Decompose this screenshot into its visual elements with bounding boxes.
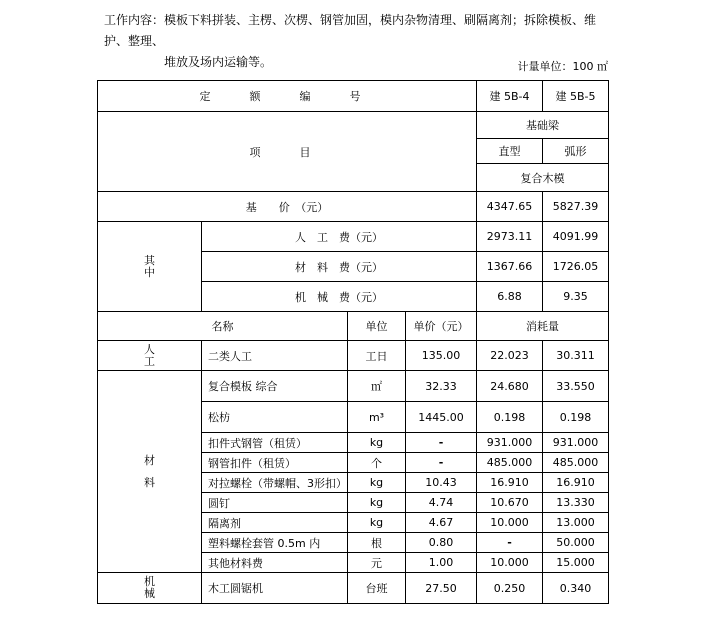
subtype-1: 直型 — [477, 139, 543, 164]
quota-code-label: 定 额 编 号 — [98, 81, 477, 112]
resource-unit: ㎡ — [348, 371, 406, 402]
labor-group-label: 人工 — [98, 341, 202, 371]
resource-price: 32.33 — [406, 371, 477, 402]
resource-name: 木工圆锯机 — [202, 573, 348, 604]
resource-name: 松枋 — [202, 402, 348, 433]
resource-price: - — [406, 433, 477, 453]
among-value: 1726.05 — [543, 252, 609, 282]
resource-price: 4.74 — [406, 493, 477, 513]
quota-code-2: 建 5B-5 — [543, 81, 609, 112]
resource-name: 二类人工 — [202, 341, 348, 371]
subtype-2: 弧形 — [543, 139, 609, 164]
resource-consumption-1: 10.000 — [477, 553, 543, 573]
resource-unit: 台班 — [348, 573, 406, 604]
resource-consumption-2: 16.910 — [543, 473, 609, 493]
resource-name: 对拉螺栓（带螺帽、3形扣） — [202, 473, 348, 493]
col-header-unit: 单位 — [348, 312, 406, 341]
among-label: 机 械 费（元） — [202, 282, 477, 312]
machine-group-label: 机械 — [98, 573, 202, 604]
among-label: 人 工 费（元） — [202, 222, 477, 252]
resource-consumption-1: - — [477, 533, 543, 553]
resource-price: 4.67 — [406, 513, 477, 533]
resource-name: 扣件式钢管（租赁） — [202, 433, 348, 453]
resource-name: 复合模板 综合 — [202, 371, 348, 402]
resource-unit: m³ — [348, 402, 406, 433]
resource-consumption-2: 15.000 — [543, 553, 609, 573]
resource-consumption-2: 13.000 — [543, 513, 609, 533]
among-value: 6.88 — [477, 282, 543, 312]
among-group-label: 其中 — [98, 222, 202, 312]
resource-name: 塑料螺栓套管 0.5m 内 — [202, 533, 348, 553]
resource-unit: 元 — [348, 553, 406, 573]
among-value: 9.35 — [543, 282, 609, 312]
resource-price: - — [406, 453, 477, 473]
resource-consumption-1: 10.000 — [477, 513, 543, 533]
resource-price: 1.00 — [406, 553, 477, 573]
resource-consumption-2: 50.000 — [543, 533, 609, 553]
base-price-2: 5827.39 — [543, 192, 609, 222]
work-content-line-2: 堆放及场内运输等。 — [164, 55, 273, 69]
among-value: 1367.66 — [477, 252, 543, 282]
base-price-label: 基 价 （元） — [98, 192, 477, 222]
resource-consumption-2: 13.330 — [543, 493, 609, 513]
resource-consumption-1: 931.000 — [477, 433, 543, 453]
resource-name: 隔离剂 — [202, 513, 348, 533]
quota-table — [97, 80, 609, 604]
col-header-price: 单价（元） — [406, 312, 477, 341]
resource-consumption-2: 33.550 — [543, 371, 609, 402]
resource-consumption-1: 0.250 — [477, 573, 543, 604]
base-price-1: 4347.65 — [477, 192, 543, 222]
measurement-unit: 计量单位：100 ㎡ — [517, 60, 608, 73]
among-label: 材 料 费（元） — [202, 252, 477, 282]
material-group-label: 材 料 — [98, 371, 202, 573]
resource-unit: 根 — [348, 533, 406, 553]
resource-price: 135.00 — [406, 341, 477, 371]
resource-consumption-1: 485.000 — [477, 453, 543, 473]
resource-consumption-2: 931.000 — [543, 433, 609, 453]
resource-price: 0.80 — [406, 533, 477, 553]
resource-price: 1445.00 — [406, 402, 477, 433]
item-label: 项 目 — [98, 112, 477, 192]
resource-consumption-1: 16.910 — [477, 473, 543, 493]
resource-unit: kg — [348, 473, 406, 493]
resource-unit: 个 — [348, 453, 406, 473]
resource-consumption-2: 30.311 — [543, 341, 609, 371]
resource-consumption-1: 22.023 — [477, 341, 543, 371]
resource-unit: 工日 — [348, 341, 406, 371]
resource-consumption-1: 10.670 — [477, 493, 543, 513]
resource-name: 钢管扣件（租赁） — [202, 453, 348, 473]
resource-name: 圆钉 — [202, 493, 348, 513]
resource-price: 27.50 — [406, 573, 477, 604]
resource-unit: kg — [348, 513, 406, 533]
quota-code-1: 建 5B-4 — [477, 81, 543, 112]
category-cell: 基础梁 — [477, 112, 609, 139]
resource-consumption-2: 0.340 — [543, 573, 609, 604]
resource-unit: kg — [348, 433, 406, 453]
col-header-name: 名称 — [98, 312, 348, 341]
resource-consumption-2: 0.198 — [543, 402, 609, 433]
resource-consumption-1: 0.198 — [477, 402, 543, 433]
among-value: 2973.11 — [477, 222, 543, 252]
resource-consumption-2: 485.000 — [543, 453, 609, 473]
resource-price: 10.43 — [406, 473, 477, 493]
resource-name: 其他材料费 — [202, 553, 348, 573]
work-content-line-1: 工作内容：模板下料拼装、主楞、次楞、钢管加固，模内杂物清理、刷隔离剂；拆除模板、维护、整理、 — [104, 13, 597, 48]
resource-consumption-1: 24.680 — [477, 371, 543, 402]
resource-unit: kg — [348, 493, 406, 513]
col-header-consumption: 消耗量 — [477, 312, 609, 341]
material-type: 复合木模 — [477, 164, 609, 192]
among-value: 4091.99 — [543, 222, 609, 252]
